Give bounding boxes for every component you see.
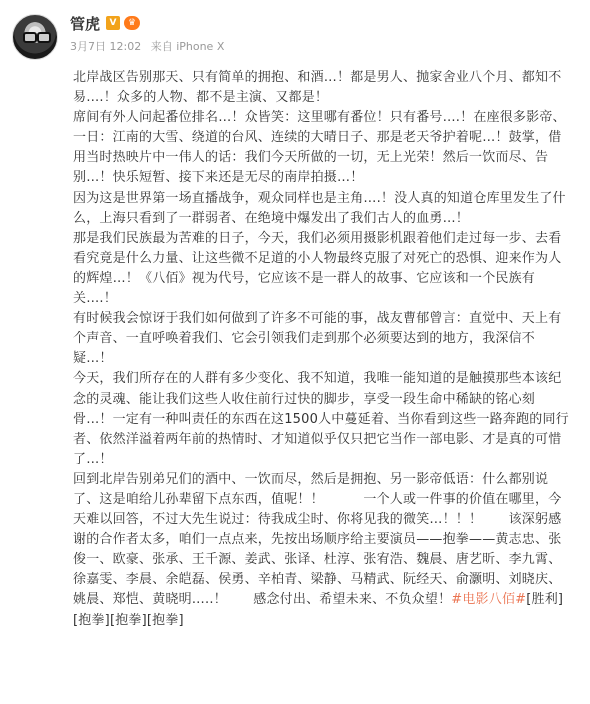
post-date[interactable]: 3月7日 12:02 [70,40,142,53]
post-paragraph: 今天，我们所存在的人群有多少变化、我不知道，我唯一能知道的是触摸那些本该纪念的灵魂、能让我们这些人收住前行过快的脚步，享受一段生命中稀缺的铭心刻骨…！一定有一种叫责任的东西在这1500人中蔓延着、当你看到这些一路奔跑的同行者、依然洋溢着两年前的热情时、才知道似乎仅只把它当作一部电影、才是真的可惜了…！ [73,371,569,467]
member-crown-icon[interactable]: ♛ [124,16,140,30]
post-paragraph: 回到北岸告别弟兄们的酒中、一饮而尽，然后是拥抱、另一影帝低语：什么都别说了、这是咱给儿孙辈留下点东西，值呢！！ 一个人或一件事的价值在哪里，今天难以回答，不过大先生说过：待我成尘时、你将见我的微笑…！！！ 该深躬感谢的合作者太多，咱们一点点来，先按出场顺序给主要演员——抱拳——黄志忠、张俊一、欧豪、张承、王千源、姜武、张译、杜淳、张宥浩、魏晨、唐艺昕、李九霄、徐嘉雯、李晨、余皑磊、侯勇、辛柏青、梁静、马精武、阮经天、俞灏明、刘晓庆、姚晨、郑恺、黄晓明…..！ 感念付出、希望未来、不负众望！ [73,471,562,608]
user-name[interactable]: 管虎 [70,14,101,33]
emoji-tail: [胜利][抱拳][抱拳][抱拳] [73,592,564,628]
post-paragraph: 有时候我会惊讶于我们如何做到了许多不可能的事，战友曹郁曾言：直觉中、天上有个声音、一直呼唤着我们、它会引领我们走到那个必须要达到的地方，我深信不疑…！ [73,311,562,367]
glasses-icon [37,32,51,43]
hashtag-link[interactable]: #电影八佰# [451,592,527,608]
post-meta [70,12,224,54]
post-subline [70,38,224,54]
post-paragraph: 那是我们民族最为苦难的日子，今天，我们必须用摄影机跟着他们走过每一步、去看看究竟是什么力量、让这些微不足道的小人物最终克服了对死亡的恐惧、迎来作为人的辉煌…！《八佰》视为代号，它应该不是一群人的故事、它应该和一个民族有关….！ [73,230,562,307]
post-header [12,12,578,60]
post-content [73,68,570,631]
post-paragraph: 因为这是世界第一场直播战争，观众同样也是主角….！没人真的知道仓库里发生了什么，上海只看到了一群弱者、在绝境中爆发出了我们古人的血勇…！ [73,190,566,226]
verified-badge-icon[interactable]: V [106,16,120,30]
glasses-icon [23,32,37,43]
post-paragraph: 北岸战区告别那天、只有简单的拥抱、和酒…！都是男人、抛家舍业八个月、都知不易….！众多的人物、都不是主演、又都是！ [73,70,562,106]
avatar[interactable] [12,14,58,60]
name-row [70,12,224,34]
post-paragraph-last [73,470,570,631]
post-paragraph: 席间有外人问起番位排名…！众皆笑：这里哪有番位！只有番号….！在座很多影帝、一日：江南的大雪、绕道的台风、连续的大晴日子、那是老天爷护着呢…！鼓掌，借用当时热映片中一伟人的话：我们今天所做的一切，无上光荣！然后一饮而尽、告别…！快乐短暂、接下来还是无尽的南岸拍摄…！ [73,110,566,186]
post-source: 来自 iPhone X [150,40,225,53]
